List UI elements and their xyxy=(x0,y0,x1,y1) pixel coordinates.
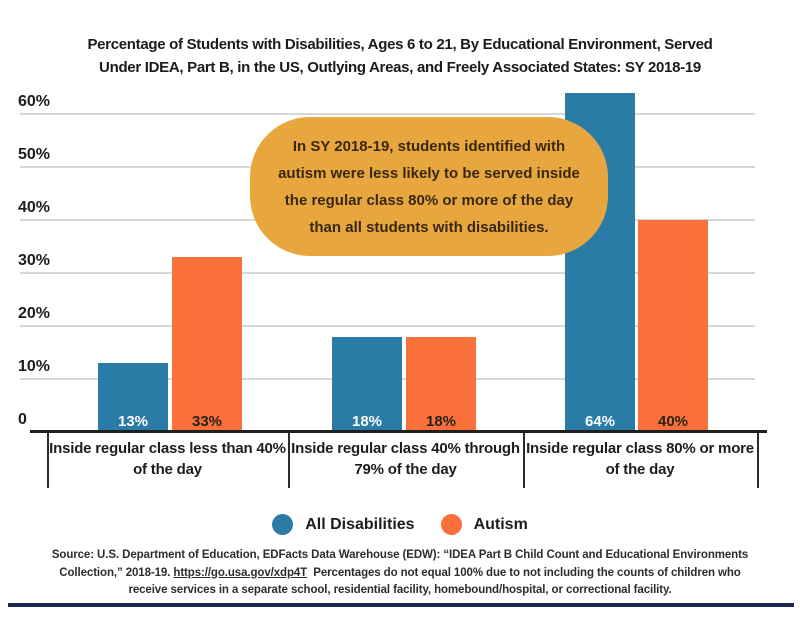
y-axis-tick-label: 30% xyxy=(18,252,51,269)
y-axis-tick-label: 20% xyxy=(18,305,51,322)
bar-value-label: 18% xyxy=(425,413,457,430)
bar-value-label: 13% xyxy=(117,413,149,430)
source-line2 xyxy=(20,565,780,583)
legend-label-all-disabilities: All Disabilities xyxy=(305,515,415,533)
chart-title-line2: Under IDEA, Part B, in the US, Outlying Areas, and Freely Associated States: SY 2018-19 xyxy=(99,59,701,76)
source-line1: Source: U.S. Department of Education, EDFacts Data Warehouse (EDW): “IDEA Part B Child Count and Educational Environments xyxy=(51,549,749,561)
x-axis-line xyxy=(30,430,767,433)
bar-value-label: 33% xyxy=(191,413,223,430)
bar-all-disabilities-group1 xyxy=(98,363,168,432)
legend-swatch-autism xyxy=(441,514,462,535)
annotation-line2: autism were less likely to be served inside xyxy=(278,164,580,182)
bar-value-label: 40% xyxy=(657,413,689,430)
source-line3: receive services in a separate school, residential facility, homebound/hospital, or correctional facility. xyxy=(128,584,672,596)
bottom-rule xyxy=(8,603,794,607)
bar-value-label: 64% xyxy=(584,413,616,430)
bar-autism-group3 xyxy=(638,220,708,432)
source-link[interactable]: https://go.usa.gov/xdp4T xyxy=(173,566,308,579)
bar-all-disabilities-group2 xyxy=(332,337,402,432)
legend-swatch-all-disabilities xyxy=(272,514,293,535)
category-label-2: Inside regular class 40% through 79% of the day xyxy=(291,440,520,478)
annotation-line4: than all students with disabilities. xyxy=(309,218,549,236)
category-separator xyxy=(757,433,759,488)
bar-value-label: 18% xyxy=(351,413,383,430)
y-axis-tick-label: 40% xyxy=(18,199,51,216)
bar-autism-group1 xyxy=(172,257,242,432)
source-note xyxy=(20,547,780,600)
y-axis-tick-label: 10% xyxy=(18,358,51,375)
y-axis-tick-label: 0 xyxy=(18,411,27,428)
y-axis-tick-label: 60% xyxy=(18,93,51,110)
gridline xyxy=(20,113,755,115)
y-axis-tick-label: 50% xyxy=(18,146,51,163)
chart-title-line1: Percentage of Students with Disabilities, Ages 6 to 21, By Educational Environment, Served xyxy=(87,36,713,53)
annotation-line1: In SY 2018-19, students identified with xyxy=(292,137,566,155)
category-label-3: Inside regular class 80% or more of the day xyxy=(526,440,754,478)
annotation-bubble xyxy=(250,117,608,256)
legend xyxy=(0,514,800,535)
legend-label-autism: Autism xyxy=(473,515,528,533)
source-line2-post: Percentages do not equal 100% due to not including the counts of children who xyxy=(307,566,741,579)
annotation-line3: the regular class 80% or more of the day xyxy=(284,191,574,209)
chart-title xyxy=(0,33,800,79)
category-label-1: Inside regular class less than 40% of the day xyxy=(49,440,286,478)
bar-autism-group2 xyxy=(406,337,476,432)
source-line2-pre: Collection,” 2018-19. xyxy=(59,566,174,579)
